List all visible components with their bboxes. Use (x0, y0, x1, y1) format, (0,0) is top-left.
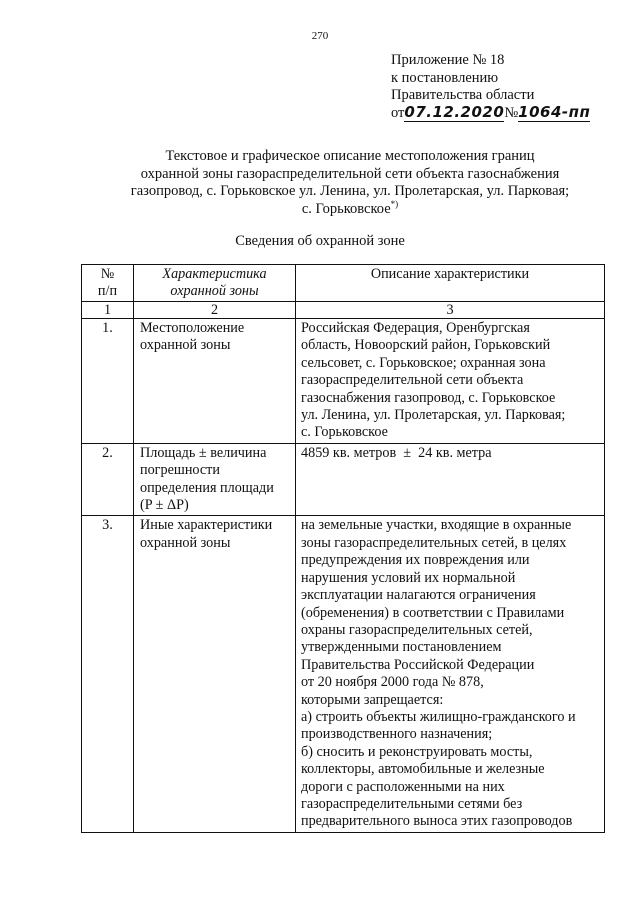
from-prefix: от (391, 104, 405, 121)
text-line: (обременения) в соответствии с Правилами (301, 604, 565, 621)
row-characteristic (134, 319, 296, 444)
table-row (82, 443, 605, 516)
title-line (70, 198, 630, 219)
header-num-line: п/п (97, 283, 118, 299)
row-number: 3. (82, 516, 134, 832)
footnote-mark: *) (390, 198, 399, 209)
header-characteristic (134, 265, 296, 302)
protection-zone-table (81, 264, 605, 833)
title-line: охранной зоны газораспределительной сети объекта газоснабжения (140, 165, 560, 182)
text-line: Российская Федерация, Оренбургская (301, 320, 530, 336)
text-line: 4859 кв. метров ± 24 кв. метра (301, 444, 492, 461)
document-title (70, 148, 630, 218)
text-line: погрешности (140, 462, 220, 479)
row-number: 2. (82, 443, 134, 516)
appendix-government-label: Правительства области (391, 87, 535, 103)
header-description: Описание характеристики (296, 265, 605, 302)
text-line: охранной зоны (140, 337, 231, 354)
handwritten-date: 07.12.2020 (404, 102, 505, 121)
appendix-resolution-label: к постановлению (391, 69, 499, 86)
table-header-row (82, 265, 605, 302)
text-line: зоны газораспределительных сетей, в целях (301, 534, 567, 551)
text-line: нарушения условий их нормальной (301, 569, 516, 586)
column-number: 2 (134, 302, 296, 319)
text-line: б) сносить и реконструировать мосты, (301, 743, 533, 760)
row-description (296, 319, 605, 444)
appendix-block (391, 52, 590, 122)
header-char-line: охранной зоны (170, 283, 259, 299)
row-number: 1. (82, 319, 134, 444)
text-line: дороги с расположенными на них (301, 778, 505, 795)
text-line: газораспределительной сети объекта (301, 372, 524, 389)
column-number-row (82, 302, 605, 319)
text-line: на земельные участки, входящие в охранные (301, 517, 572, 534)
text-line: утвержденными постановлением (301, 639, 502, 656)
text-line: (P ± ΔP) (140, 497, 189, 514)
title-line-text: с. Горьковское (301, 200, 391, 217)
text-line: от 20 ноября 2000 года № 878, (301, 674, 484, 691)
page-number: 270 (311, 30, 329, 42)
text-line: Иные характеристики (140, 517, 273, 534)
text-line: газоснабжения газопровод, с. Горьковское (301, 389, 556, 406)
text-line: эксплуатации налагаются ограничения (301, 587, 536, 604)
text-line: определения площади (140, 479, 274, 496)
row-characteristic (134, 443, 296, 516)
appendix-title: Приложение № 18 (391, 52, 505, 68)
column-number: 3 (296, 302, 605, 319)
row-description (296, 516, 605, 832)
header-num (82, 265, 134, 302)
text-line: которыми запрещается: (301, 691, 444, 708)
text-line: а) строить объекты жилищно-гражданского и (301, 708, 576, 725)
title-line: Текстовое и графическое описание местоположения границ (165, 148, 535, 164)
text-line: Местоположение (140, 320, 245, 336)
row-characteristic (134, 516, 296, 832)
text-line: предварительного выноса этих газопроводов (301, 813, 573, 830)
text-line: газораспределительными сетями без (301, 795, 523, 812)
section-title: Сведения об охранной зоне (235, 233, 405, 249)
appendix-date-number-line (391, 102, 591, 123)
header-char-line: Характеристика (162, 266, 267, 282)
row-description (296, 443, 605, 516)
text-line: предупреждения их повреждения или (301, 552, 530, 569)
text-line: коллекторы, автомобильные и железные (301, 761, 545, 778)
number-prefix: № (504, 104, 519, 121)
text-line: область, Новоорский район, Горьковский (301, 337, 551, 354)
text-line: Правительства Российской Федерации (301, 656, 535, 673)
text-line: производственного назначения; (301, 726, 493, 743)
text-line: сельсовет, с. Горьковское; охранная зона (301, 354, 546, 371)
header-num-line: № (100, 266, 115, 282)
table-row (82, 319, 605, 444)
text-line: охраны газораспределительных сетей, (301, 621, 533, 638)
text-line: охранной зоны (140, 534, 231, 551)
handwritten-number: 1064-пп (518, 102, 591, 121)
title-line: газопровод, с. Горьковское ул. Ленина, ул. Пролетарская, ул. Парковая; (130, 183, 570, 199)
text-line: ул. Ленина, ул. Пролетарская, ул. Парковая; (301, 407, 566, 424)
text-line: с. Горьковское (301, 424, 388, 441)
column-number: 1 (82, 302, 134, 319)
text-line: Площадь ± величина (140, 444, 267, 461)
table-row (82, 516, 605, 832)
